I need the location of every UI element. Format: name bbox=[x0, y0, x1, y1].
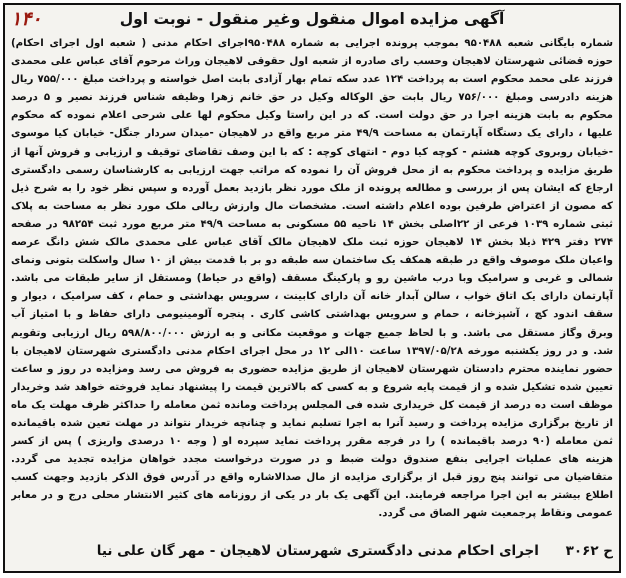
notice-title: آگهی مزایده اموال منقول وغیر منقول - نوبت اول bbox=[119, 10, 505, 28]
issue-number-badge: ۱۴۰ bbox=[11, 8, 42, 30]
notice-body: شماره بایگانی شعبه ۹۵۰۴۸۸ بموجب پرونده اجرایی به شماره ۹۵۰۴۸۸اجرای احکام مدنی ( شعبه اول اجرای احکام) حوزه قضائی شهرستان لاهیجان وحسب رای صادره از شعبه اول حقوقی لاهیجان وراث مرحوم آقای عباس علی محمدی فرزند علی محمد محکوم است به پرداخت ۱۲۴ عدد سکه تمام بهار آزادی بابت اصل خواسته و پرداخت مبلغ ۷۵۵/۰۰۰ ریال هزینه دادرسی ومبلغ ۷۵۶/۰۰۰ ریال بابت حق الوکاله وکیل در حق خانم زهرا وظیفه شناس فرزند نصیر و ۵ درصد محکوم به بابت هزینه اجرا در حق دولت است. که در این راستا وکیل محکوم لها علی شرحی اعلام نموده که محکوم علیها ، دارای یک دستگاه آپارتمان به مساحت ۴۹/۹ متر مربع واقع در لاهیجان -میدان سردار جنگل- خیابان کیا موسوی -خیابان روبروی کوچه هشتم - کوچه کیا دوم - انتهای کوچه : که با این وصف تقاضای توقیف و ارزیابی و فروش آنها از طریق مزایده و پرداخت محکوم به از محل فروش آن را نموده که مراتب جهت ارزیابی به کارشناسان رسمی دادگستری ارجاع که ایشان پس از بررسی و مطالعه پرونده از ملک مورد نظر بازدید بعمل آورده و سپس نظر خود را به شرح ذیل که مصون از اعتراض طرفین بوده اعلام داشته است. مشخصات مال وارزش ریالی ملک مورد نظر به مساحت به پلاک ثبتی شماره ۱۰۳۹ فرعی از ۲۲اصلی بخش ۱۴ ناحیه ۵۵ مسکونی به مساحت ۴۹/۹ متر مربع مورد ثبت ۹۸۲۵۴ در صفحه ۲۷۴ دفتر ۴۲۹ ذیلا بخش ۱۴ لاهیجان حوزه ثبت ملک لاهیجان مالک آقای عباس علی محمدی مالک شش دانگ عرصه واعیان ملک موصوف واقع در طبقه همکف یک ساختمان سه طبقه دو بر با قدمت بیش از ۱۰ سال واسکلت بتونی ونمای شمالی و غربی و سرامیک وبا درب ماشین رو و پارکینگ مسقف (واقع در حیاط) ومستقل از سایر طبقات می باشد. آپارتمان دارای یک اتاق خواب ، سالن آبدار خانه آن دارای کابینت ، سرویس بهداشتی و حمام ، کف سرامیک ، دیوار و سقف اندود کچ ، آشپزخانه ، حمام و سرویس بهداشتی کاشی کاری . پنجره آلومینیومی دارای حفاظ و با امتیاز آب وبرق وگاز مستقل می باشد. و با لحاظ جمیع جهات و موقعیت مکانی و به ارزش ۵۹۸/۸۰۰/۰۰۰ ریال ارزیابی وتقویم شد. و در روز یکشنبه مورخه ۱۳۹۷/۰۵/۲۸ ساعت ۱۰الی ۱۲ در محل اجرای احکام مدنی دادگستری شهرستان لاهیجان با حضور نماینده محترم دادستان شهرستان لاهیجان از طریق مزایده حضوری به فروش می رسد ومزایده در روز و ساعت تعیین شده تشکیل شده و از قیمت پایه شروع و به کسی که بالاترین قیمت را پیشنهاد نماید فروخته خواهد شد وخریدار موظف است ده درصد از قیمت کل خریداری شده فی المجلس پرداخت ومانده ثمن معامله را حداکثر ظرف مهلت یک ماه از تاریخ برگزاری مزایده پرداخت و رسید آنرا به اجرا تسلیم نماید و چنانچه خریدار نتواند در مهلت تعین شده باقیمانده ثمن معامله (۹۰ درصد باقیمانده ) را در فرجه مقرر پرداخت نماید سپرده او ( وجه ۱۰ درصدی واریزی ) پس از کسر هزینه های عملیات اجرایی بنفع صندوق دولت ضبط و در صورت درخواست مجدد خواهان مزایده تجدید می گردد. متقاضیان می توانند پنج روز قبل از برگزاری مزایده از مال صدالاشاره واقع در آدرس فوق الذکر بازدید وجهت کسب اطلاع بیشتر به این اجرا مراجعه فرمایند. این آگهی یک بار در یکی از روزنامه های کثیر الانتشار محلی درج و در معابر عمومی ونقاط پرجمعیت شهر الصاق می گردد. bbox=[11, 38, 613, 520]
notice-code: ح ۳۰۶۲ bbox=[565, 543, 613, 559]
notice-footer bbox=[11, 535, 613, 567]
auction-notice bbox=[3, 3, 621, 573]
notice-signature: اجرای احکام مدنی دادگستری شهرستان لاهیجان - مهر گان علی نیا bbox=[96, 543, 539, 559]
